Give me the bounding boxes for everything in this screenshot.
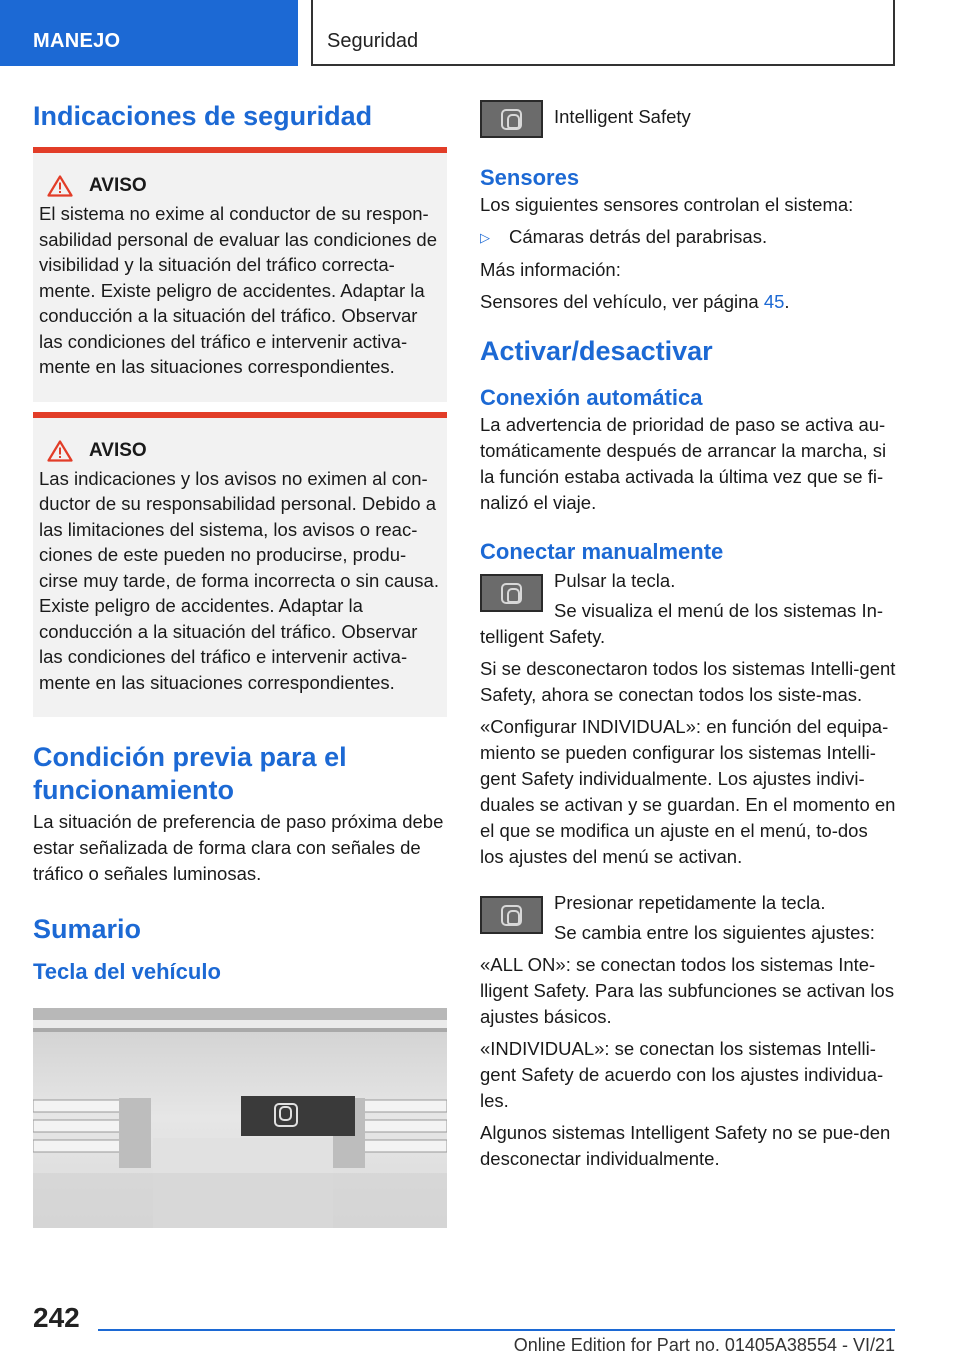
- sensors-reference-end: .: [784, 291, 790, 312]
- bullet-triangle-icon: ▷: [480, 230, 490, 245]
- warning-box-1: [33, 147, 447, 402]
- vehicle-key-heading: Tecla del vehículo: [33, 959, 221, 984]
- vehicle-button-photo: [33, 1008, 447, 1228]
- footer-divider: [98, 1329, 895, 1331]
- disconnected-text: Si se desconectaron todos los sistemas Intelli-gent Safety, ahora se conectan todos los siste-mas.: [480, 658, 896, 705]
- switch-settings-text: Se cambia entre los siguientes ajustes:: [554, 922, 875, 943]
- sensors-intro: Los siguientes sensores controlan el sistema:: [480, 194, 854, 215]
- automatic-connection-text: La advertencia de prioridad de paso se activa au-tomáticamente después de arrancar la marcha, si la función estaba activada la última vez que se fi-nalizó el viaje.: [480, 414, 887, 513]
- sensors-reference-text: Sensores del vehículo, ver página: [480, 291, 764, 312]
- automatic-connection-heading: Conexión automática: [480, 385, 703, 410]
- press-key-row: [480, 568, 896, 624]
- chapter-label: MANEJO: [33, 30, 121, 52]
- warning-label: AVISO: [89, 175, 147, 196]
- sensors-reference: [480, 289, 896, 315]
- press-repeat-row: [480, 890, 896, 946]
- intelligent-safety-button-icon: [480, 896, 543, 934]
- menu-shown-text-start: Se visualiza el menú de los sistemas In-: [554, 600, 884, 621]
- manual-connection-heading: Conectar manualmente: [480, 539, 724, 564]
- topic-label: Seguridad: [327, 30, 419, 52]
- chapter-tab: [0, 0, 298, 66]
- warning-box-2: [33, 412, 447, 718]
- summary-heading: Sumario: [33, 914, 142, 944]
- prerequisite-text: La situación de preferencia de paso próxima debe estar señalizada de forma clara con señales de tráfico o señales luminosas.: [33, 811, 444, 884]
- sensors-heading: Sensores: [480, 165, 580, 190]
- warning-triangle-icon: [47, 175, 73, 197]
- menu-shown-text-end: telligent Safety.: [480, 626, 606, 647]
- page-45-link[interactable]: 45: [763, 291, 785, 312]
- warning-triangle-icon: [47, 440, 73, 462]
- press-repeat-text: Presionar repetidamente la tecla.: [554, 892, 826, 913]
- topic-header: [311, 0, 895, 66]
- intelligent-safety-row: [480, 100, 896, 138]
- sensor-list-item: [480, 224, 896, 251]
- intelligent-safety-button-icon: [480, 100, 543, 138]
- all-on-text: «ALL ON»: se conectan todos los sistemas Inte-lligent Safety. Para las subfunciones se activan los ajustes básicos.: [480, 954, 895, 1027]
- some-systems-text: Algunos sistemas Intelligent Safety no se pue-den desconectar individualmente.: [480, 1122, 891, 1169]
- activate-deactivate-heading: Activar/desactivar: [480, 336, 713, 366]
- individual-text: «INDIVIDUAL»: se conectan los sistemas Intelli-gent Safety de acuerdo con los ajustes individua-les.: [480, 1038, 884, 1111]
- page-number: 242: [33, 1302, 80, 1333]
- more-info-label: Más información:: [480, 259, 621, 280]
- edition-footer: Online Edition for Part no. 01405A38554 - VI/21: [513, 1335, 895, 1355]
- intelligent-safety-label: Intelligent Safety: [554, 106, 691, 127]
- right-column: [480, 100, 896, 1172]
- sensor-item-text: Cámaras detrás del parabrisas.: [509, 226, 768, 247]
- prerequisite-heading: Condición previa para el funcionamiento: [33, 742, 347, 805]
- configure-individual-text: «Configurar INDIVIDUAL»: en función del equipa-miento se pueden configurar los sistemas Intelli-gent Safety individualmente. Los ajustes indivi-duales se activan y se guardan. En el momento en el que se modifica un ajuste en el menú, to-dos los ajustes del menú se activan.: [480, 716, 896, 867]
- safety-notes-heading: Indicaciones de seguridad: [33, 101, 373, 131]
- warning-text: El sistema no exime al conductor de su respon-sabilidad personal de evaluar las condiciones de visibilidad y la situación del tráfico correcta-mente. Existe peligro de accidentes. Adaptar la conducción a la situación del tráfico. Observar las condiciones del tráfico e intervenir activa-mente en las situaciones correspondientes.: [39, 203, 438, 377]
- press-key-text: Pulsar la tecla.: [554, 570, 676, 591]
- warning-label: AVISO: [89, 439, 147, 461]
- warning-text: Las indicaciones y los avisos no eximen al con-ductor de su responsabilidad personal. Debido a las limitaciones del sistema, los avisos o reac-ciones de este pueden no producirse, produ-cirse muy tarde, de forma incorrecta o sin causa. Existe peligro de accidentes. Adaptar la conducción a la situación del tráfico. Observar las condiciones del tráfico e intervenir activa-mente en las situaciones correspondientes.: [39, 467, 439, 693]
- left-column: [33, 100, 447, 986]
- intelligent-safety-button-icon: [480, 574, 543, 612]
